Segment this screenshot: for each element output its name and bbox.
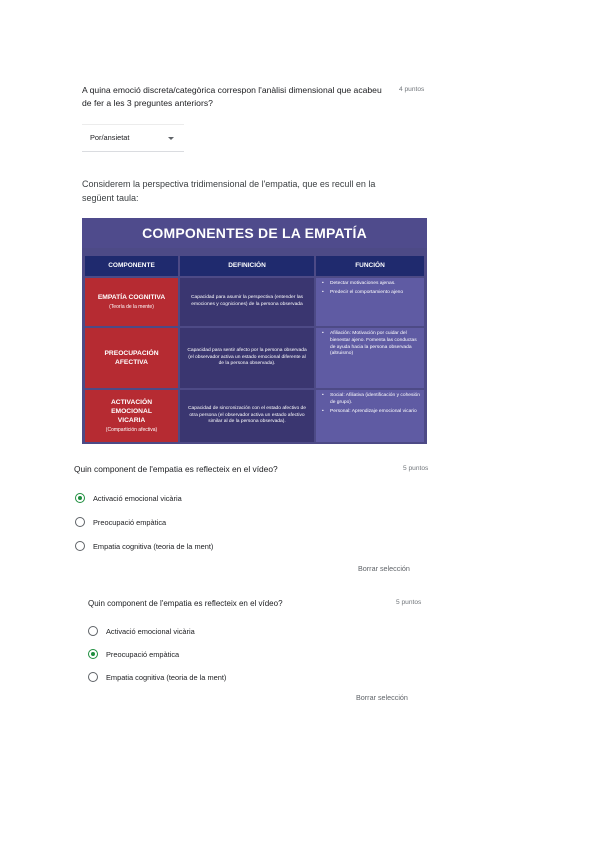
table-row-2-component: [85, 328, 178, 388]
chevron-down-icon: [168, 137, 174, 140]
table-row-1-component: [85, 278, 178, 326]
table-row-3-function: [316, 390, 424, 442]
table-row-1-definition: Capacidad para asumir la perspectiva (entender las emociones y cogniciones) de la persona observada: [180, 278, 314, 326]
empathy-components-table: [82, 218, 427, 444]
question-1-points: 4 puntos: [399, 86, 425, 93]
radio-button[interactable]: [88, 649, 98, 659]
q2-clear-selection-button[interactable]: Borrar selección: [358, 564, 410, 573]
component-subtitle: (Teoría de la mente): [109, 304, 154, 310]
question-3-title: Quin component de l'empatia es reflecteix en el vídeo?: [88, 599, 283, 608]
table-row-1-function: [316, 278, 424, 326]
table-header-function: FUNCIÓN: [316, 256, 424, 276]
emotion-dropdown[interactable]: [82, 124, 184, 152]
option-label: Activació emocional vicària: [93, 494, 182, 503]
option-label: Preocupació empàtica: [106, 650, 180, 659]
function-item: • Social: Afiliativa (identificación y cohesión de grupo).: [320, 393, 420, 407]
radio-button[interactable]: [88, 626, 98, 636]
component-name: ACTIVACIÓN EMOCIONAL VICARIA: [110, 399, 153, 424]
table-header-definition: DEFINICIÓN: [180, 256, 314, 276]
table-header-component: COMPONENTE: [85, 256, 178, 276]
radio-button[interactable]: [88, 672, 98, 682]
radio-button[interactable]: [75, 541, 85, 551]
option-label: Preocupació empàtica: [93, 518, 167, 527]
option-label: Empatia cognitiva (teoria de la ment): [106, 673, 227, 682]
table-row-2-definition: Capacidad para sentir afecto por la persona observada (el observador activa un estado emocional diferente al de la persona observada).: [180, 328, 314, 388]
radio-button[interactable]: [75, 517, 85, 527]
question-2-title: Quin component de l'empatia es reflecteix en el vídeo?: [74, 464, 278, 474]
table-row-3-definition: Capacidad de sincronización con el estado afectivo de otra persona (el observador activa un estado afectivo similar al de la persona observada).: [180, 390, 314, 442]
radio-button[interactable]: [75, 493, 85, 503]
function-item: • Personal: Aprendizaje emocional vicario: [320, 409, 420, 416]
function-item: • Afiliación: Motivación por cuidar del bienestar ajeno. Fomenta las conductas de ayuda hacia la persona observada (altruismo): [320, 331, 420, 358]
function-item: • Predecir el comportamiento ajeno: [320, 290, 420, 297]
table-row-2-function: [316, 328, 424, 388]
question-2-points: 5 puntos: [403, 465, 429, 472]
component-subtitle: (Compartición afectiva): [105, 427, 158, 433]
function-item: • Detectar motivaciones ajenas.: [320, 281, 420, 288]
component-name: EMPATÍA COGNITIVA: [97, 294, 166, 301]
option-label: Empatia cognitiva (teoria de la ment): [93, 542, 214, 551]
question-3-points: 5 puntos: [396, 599, 422, 606]
table-row-3-component: [85, 390, 178, 442]
dropdown-selected-value: Por/ansietat: [90, 133, 130, 142]
option-label: Activació emocional vicària: [106, 627, 195, 636]
component-name: PREOCUPACIÓN AFECTIVA: [104, 350, 159, 366]
question-1-title: A quina emoció discreta/categòrica correspon l'anàlisi dimensional que acabeu de fer a les 3 preguntes anteriors?: [82, 85, 382, 108]
q3-clear-selection-button[interactable]: Borrar selección: [356, 693, 408, 702]
section-description: Considerem la perspectiva tridimensional de l'empatia, que es recull en la següent taula:: [82, 179, 376, 203]
table-title: COMPONENTES DE LA EMPATÍA: [82, 218, 427, 248]
